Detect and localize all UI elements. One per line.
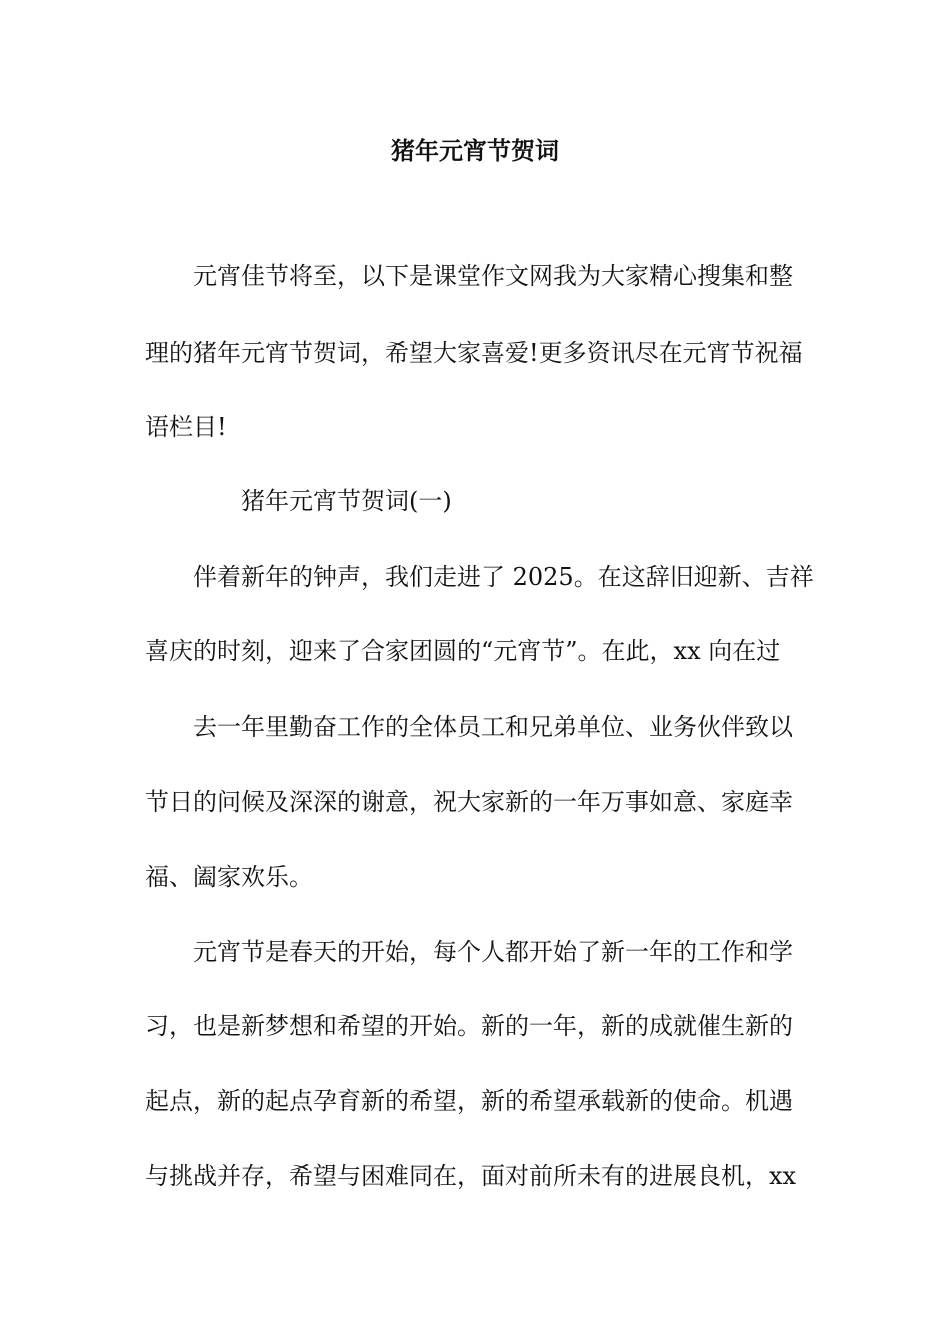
text-line: 节日的问候及深深的谢意，祝大家新的一年万事如意、家庭幸 bbox=[145, 788, 793, 816]
section-heading: 猪年元宵节贺词(一) bbox=[241, 487, 452, 515]
text-line: 去一年里勤奋工作的全体员工和兄弟单位、业务伙伴致以 bbox=[193, 713, 793, 741]
document-title: 猪年元宵节贺词 bbox=[391, 136, 559, 165]
text-line: 起点，新的起点孕育新的希望，新的希望承载新的使命。机遇 bbox=[145, 1087, 793, 1115]
text-line: 理的猪年元宵节贺词，希望大家喜爱!更多资讯尽在元宵节祝福 bbox=[145, 339, 803, 367]
text-line: 语栏目! bbox=[145, 413, 227, 441]
text-line: 元宵佳节将至，以下是课堂作文网我为大家精心搜集和整 bbox=[193, 262, 793, 290]
text-line: 伴着新年的钟声，我们走进了 2025。在这辞旧迎新、吉祥 bbox=[193, 563, 814, 591]
text-line: 与挑战并存，希望与困难同在，面对前所未有的进展良机，xx bbox=[145, 1162, 797, 1190]
text-line: 喜庆的时刻，迎来了合家团圆的“元宵节”。在此，xx 向在过 bbox=[145, 637, 781, 665]
text-line: 福、阖家欢乐。 bbox=[145, 863, 313, 891]
text-line: 习，也是新梦想和希望的开始。新的一年，新的成就催生新的 bbox=[145, 1012, 793, 1040]
text-line: 元宵节是春天的开始，每个人都开始了新一年的工作和学 bbox=[193, 938, 793, 966]
